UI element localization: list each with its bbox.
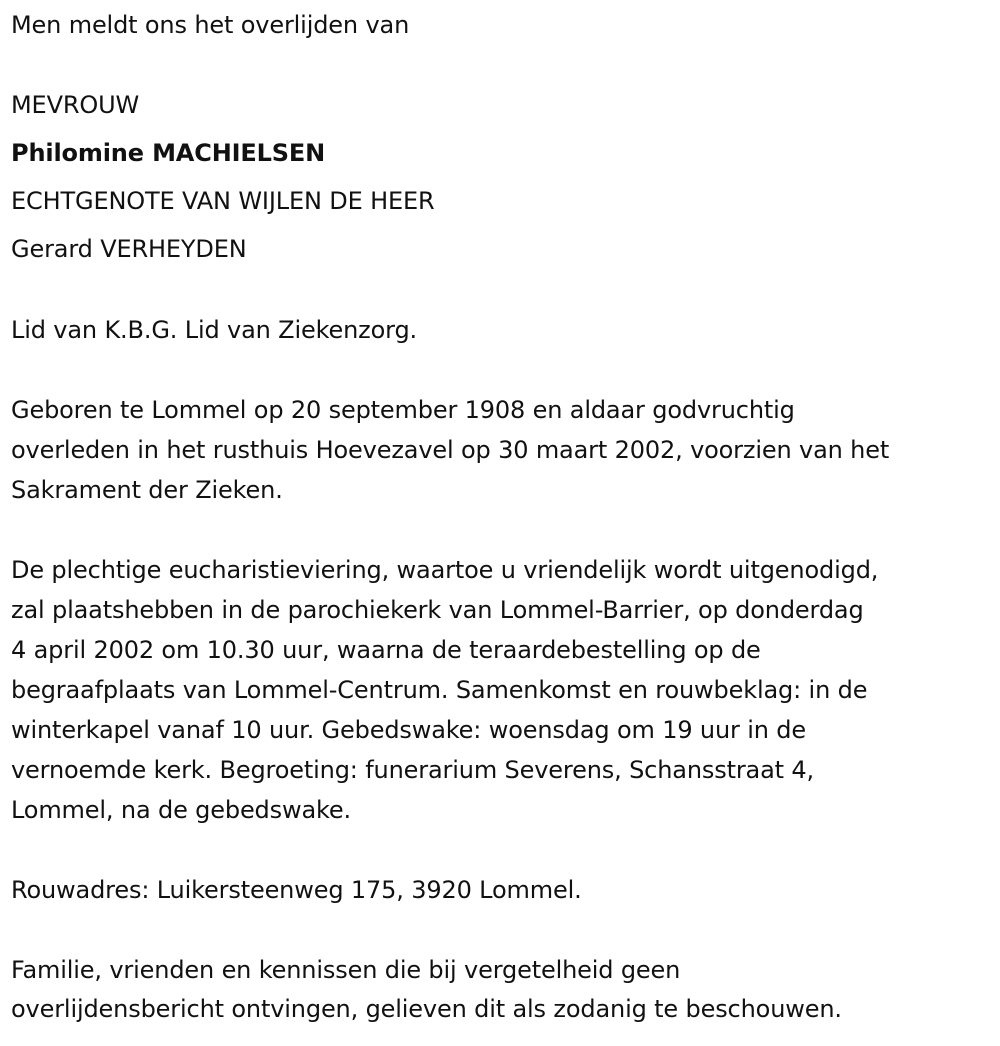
title-prefix: MEVROUW bbox=[11, 91, 140, 119]
relation-text: ECHTGENOTE VAN WIJLEN DE HEER bbox=[11, 187, 435, 215]
ceremony-line: vernoemde kerk. Begroeting: funerarium Severens, Schansstraat 4, bbox=[11, 756, 815, 784]
ceremony-line: Lommel, na de gebedswake. bbox=[11, 796, 352, 824]
deceased-name: Philomine MACHIELSEN bbox=[11, 139, 326, 167]
birth-death-line: Geboren te Lommel op 20 september 1908 en aldaar godvruchtig bbox=[11, 396, 795, 424]
closing-line: overlijdensbericht ontvingen, gelieven dit als zodanig te beschouwen. bbox=[11, 995, 842, 1023]
ceremony-line: zal plaatshebben in de parochiekerk van Lommel-Barrier, op donderdag bbox=[11, 596, 864, 624]
intro-text: Men meldt ons het overlijden van bbox=[11, 11, 410, 39]
ceremony-line: 4 april 2002 om 10.30 uur, waarna de teraardebestelling op de bbox=[11, 636, 761, 664]
spouse-name: Gerard VERHEYDEN bbox=[11, 235, 247, 263]
birth-death-line: Sakrament der Zieken. bbox=[11, 476, 283, 504]
closing-line: Familie, vrienden en kennissen die bij vergetelheid geen bbox=[11, 956, 681, 984]
ceremony-line: De plechtige eucharistieviering, waartoe u vriendelijk wordt uitgenodigd, bbox=[11, 556, 879, 584]
ceremony-line: winterkapel vanaf 10 uur. Gebedswake: woensdag om 19 uur in de bbox=[11, 716, 806, 744]
memberships-text: Lid van K.B.G. Lid van Ziekenzorg. bbox=[11, 316, 418, 344]
birth-death-line: overleden in het rusthuis Hoevezavel op 30 maart 2002, voorzien van het bbox=[11, 436, 890, 464]
ceremony-line: begraafplaats van Lommel-Centrum. Samenkomst en rouwbeklag: in de bbox=[11, 676, 868, 704]
mourning-address: Rouwadres: Luikersteenweg 175, 3920 Lommel. bbox=[11, 876, 582, 904]
